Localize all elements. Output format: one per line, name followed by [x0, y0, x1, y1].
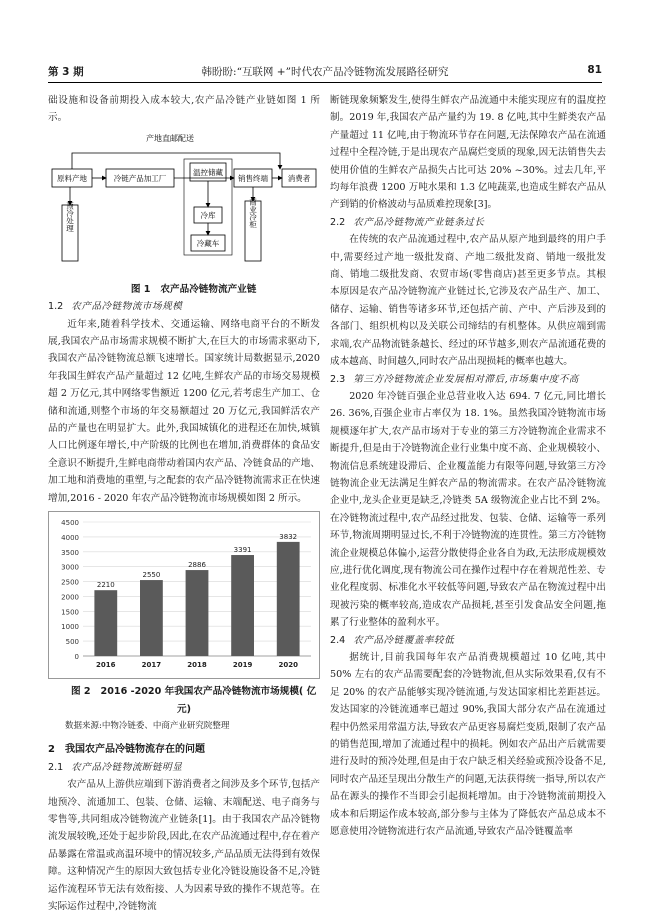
section-2-2-heading	[330, 214, 606, 231]
issue-number: 第 3 期	[48, 66, 84, 78]
section-2-2-paragraph: 在传统的农产品流通过程中,农产品从原产地到最终的用户手中,需要经过产地一级批发商、产地二级批发商、销地一级批发商、销地二级批发商、农贸市场(零售商店)甚至更多节点。其根本原因是农产品冷链物流产业链过长,它涉及农产品生产、加工、储存、运输、销售等诸多环节,还包括产前、产中、产后涉及到的各部门、组织机构以及关联公司缔结的有机整体。从供应端到需求端,农产品物流链条越长、经过的环节越多,则农产品流通花费的成本越高、时间越久,同时农产品出现损耗的概率也越大。	[330, 234, 606, 368]
y-tick-label: 500	[65, 638, 79, 647]
figure-1-title: 农产品冷链物流产业链	[160, 283, 257, 295]
y-tick-label: 2000	[61, 593, 79, 602]
node-processing: 冷链产品加工厂	[113, 173, 167, 183]
bar	[140, 580, 163, 656]
y-tick-label: 4500	[61, 519, 79, 528]
section-2-1-heading	[48, 759, 320, 776]
x-tick-label: 2017	[141, 661, 162, 670]
x-tick-label: 2020	[278, 661, 298, 670]
section-number: 2.1	[48, 761, 64, 773]
section-2-1-paragraph: 农产品从上游供应端到下游消费者之间涉及多个环节,包括产地预冷、流通加工、包装、仓储、运输、末端配送、电子商务与零售等,共同组成冷链物流产业链条[1]。由于我国农产品冷链物流发展较晚,还处于起步阶段,因此,在农产品流通过程中,存在着产品暴露在常温或高温环境中的情况较多,产品品质无法得到有效保障。这种情况产生的原因大致包括专业化冷链设施设备不足,冷链运作流程环节无法有效衔接、人为因素导致的操作不规范等。在实际运作过程中,冷链物流	[48, 779, 320, 912]
right-continued-paragraph: 断链现象频繁发生,使得生鲜农产品流通中未能实现应有的温度控制。2019 年,我国农产品产量约为 19. 8 亿吨,其中生鲜类农产品产量超过 11 亿吨,由于物流环节存在问题,无法保障农产品在流通过程中全程冷链,于是出现农产品腐烂变质的现象,因无法销售失去使用价值的生鲜农产品损失占比可达 20% ~30%。过去几年,平均每年浪费 1200 万吨水果和 1.3 亿吨蔬菜,也造成生鲜农产品从产到销的价格波动与品质难控现象[3]。	[330, 95, 606, 211]
section-title: 农产品冷链覆盖率较低	[353, 634, 455, 646]
data-label: 2550	[142, 571, 161, 580]
left-column	[48, 92, 320, 915]
section-1-2-paragraph: 近年来,随着科学技术、交通运输、网络电商平台的不断发展,我国农产品市场需求规模不断扩大,在巨大的市场需求驱动下,我国农产品冷链物流总额飞速增长。国家统计局数据显示,2020 年我国生鲜农产品产量超过 12 亿吨,生鲜农产品的市场交易规模超 2 万亿元,其中网络零售额近 1200 亿元,若考虑生产加工、仓储和流通,则整个市场的年交易额超过 20 万亿元,我国鲜活农产品的产量也在明显扩大。此外,我国城镇化的进程还在加快,城镇人口比例逐年增长,中产阶级的比例也在增加,消费群体的食品安全意识不断提升,生鲜电商带动着国内农产品、冷链食品的产地、加工地和消费地的重塑,与之配套的农产品冷链物流需求正在快速增加,2016 - 2020 年农产品冷链物流市场规模如图 2 所示。	[48, 318, 320, 504]
section-number: 2.3	[330, 373, 346, 385]
bar	[277, 542, 300, 656]
running-header	[48, 62, 602, 83]
direct-delivery-connector	[72, 153, 280, 169]
section-2-4-paragraph: 据统计,目前我国每年农产品消费规模超过 10 亿吨,其中 50% 左右的农产品需要配套的冷链物流,但从实际效果看,仅有不足 20% 的农产品能够实现冷链流通,与发达国家相比差距甚远。发达国家的冷链流通率已超过 90%,我国大部分农产品在流通过程中仍然采用常温方法,导致农产品更容易腐烂变质,限制了农产品的销售范围,增加了流通过程中的损耗。例如农产品出产后就需要进行及时的预冷处理,但是由于农户缺乏相关经验或预冷设备不足,同时农产品还呈现出分散生产的问题,无法获得统一指导,所以农产品在源头的操作不当即会引起损耗增加。由于冷链物流前期投入成本和后期运作成本较高,部分参与主体为了降低农产品总成本不愿意使用冷链物流进行农产品流通,导致农产品冷链覆盖率	[330, 652, 606, 838]
running-title: 韩盼盼:“互联网 +”时代农产品冷链物流发展路径研究	[201, 66, 449, 78]
figure-2-chart	[48, 511, 320, 679]
y-tick-label: 0	[74, 653, 79, 662]
page-number: 81	[587, 64, 602, 76]
section-2-4-heading	[330, 632, 606, 649]
market-size-bar-chart	[49, 512, 319, 676]
section-number: 1.2	[48, 301, 64, 313]
figure-2-title: 2016 -2020 年我国农产品冷链物流市场规模( 亿元)	[100, 686, 317, 715]
node-consumer: 消费者	[287, 173, 311, 183]
section-number: 2.4	[330, 634, 346, 646]
node-precool: 预冷处理	[65, 201, 75, 232]
node-retail: 销售终端	[238, 173, 268, 183]
y-tick-label: 4000	[61, 533, 79, 542]
bar	[231, 555, 254, 656]
data-label: 3391	[233, 546, 252, 555]
node-storage: 温控储藏	[193, 167, 223, 177]
node-fridge: 商业冷柜	[248, 197, 258, 228]
section-number: 2	[48, 744, 55, 756]
section-1-2-heading	[48, 298, 320, 315]
x-tick-label: 2016	[96, 661, 116, 670]
left-intro-paragraph: 础设施和设备前期投入成本较大,农产品冷链产业链如图 1 所示。	[48, 95, 320, 124]
data-label: 3832	[279, 532, 298, 541]
figure-1-diagram	[48, 131, 320, 277]
y-tick-label: 1500	[61, 608, 79, 617]
y-tick-label: 2500	[61, 578, 79, 587]
y-tick-label: 1000	[61, 623, 79, 632]
section-title: 我国农产品冷链物流存在的问题	[64, 744, 205, 756]
supply-chain-diagram	[48, 131, 320, 277]
y-tick-label: 3000	[61, 563, 79, 572]
figure-1-caption	[48, 281, 320, 298]
figure-2-caption	[48, 683, 320, 718]
bar	[186, 570, 209, 656]
section-title: 农产品冷链物流市场规模	[71, 301, 183, 313]
figure-1-number: 图 1	[130, 283, 151, 295]
section-title: 农产品冷链物流断链明显	[71, 761, 183, 773]
bar	[94, 590, 117, 656]
section-2-3-heading	[330, 371, 606, 388]
section-2-3-paragraph: 2020 年冷链百强企业总营业收入达 694. 7 亿元,同比增长 26. 36%,百强企业市占率仅为 18. 1%。虽然我国冷链物流市场规模逐年扩大,农产品市场对于专业的第三方冷链物流企业需求不断提升,但是由于冷链物流企业行业集中度不高、企业规模较小、物流信息系统建设滞后、企业覆盖能力有限等问题,导致第三方冷链物流企业无法满足生鲜农产品的物流需求。在农产品冷链物流企业中,龙头企业更是缺乏,冷链类 5A 级物流企业占比不到 2%。在冷链物流过程中,农产品经过批发、包装、仓储、运输等一系列环节,物流周期明显过长,不利于冷链物流的连贯性。第三方冷链物流企业规模总体偏小,运营分散使得企业各自为政,无法形成规模效应,进行优化调度,现有物流公司在操作过程中存在着规范性差、专业化程度弱、标准化水平较低等问题,导致农产品在物流过程中出现被污染的概率较高,造成农产品损耗,甚至引发食品安全问题,拖累了行业整体的盈利水平。	[330, 390, 606, 629]
x-tick-label: 2018	[187, 661, 207, 670]
figure-2-number: 图 2	[70, 686, 91, 698]
figure-2-source: 数据来源:中物冷链委、中商产业研究院整理	[65, 720, 230, 731]
node-origin: 原料产地	[57, 173, 87, 183]
node-reefer: 冷藏车	[196, 238, 220, 248]
data-label: 2886	[188, 561, 206, 570]
node-coldroom: 冷库	[200, 210, 216, 220]
right-column	[330, 92, 606, 840]
direct-delivery-label: 产地直邮配送	[146, 133, 194, 143]
y-tick-label: 3500	[61, 548, 79, 557]
section-2-heading	[48, 741, 320, 758]
data-label: 2210	[96, 581, 115, 590]
x-tick-label: 2019	[232, 661, 253, 670]
section-title: 农产品冷链物流产业链条过长	[353, 216, 485, 228]
section-number: 2.2	[330, 216, 346, 228]
section-title: 第三方冷链物流企业发展相对滞后,市场集中度不高	[353, 373, 579, 385]
